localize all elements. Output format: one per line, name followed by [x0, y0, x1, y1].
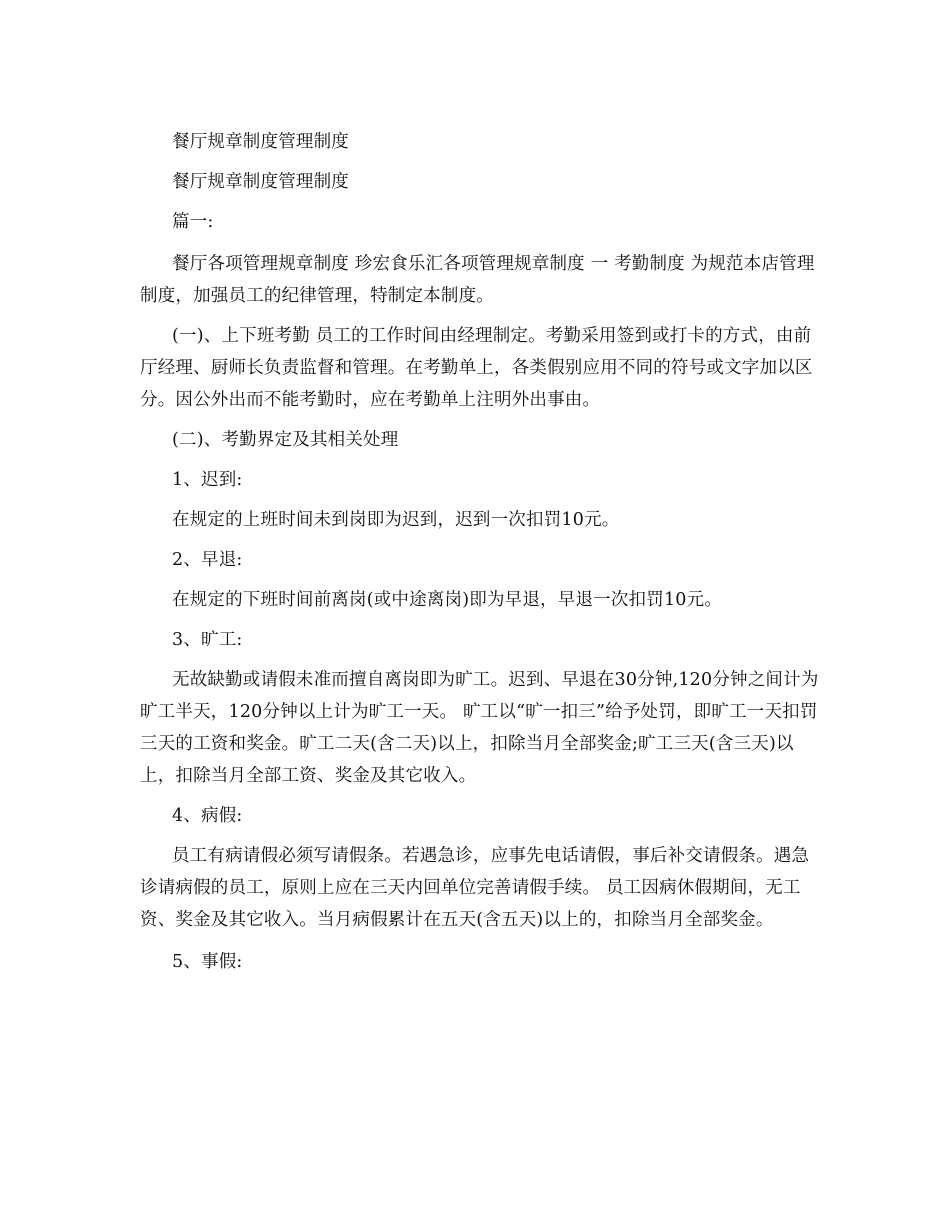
paragraph-sick-leave: 员工有病请假必须写请假条。若遇急诊，应事先电话请假，事后补交请假条。遇急诊请病假的员工，原则上应在三天内回单位完善请假手续。 员工因病休假期间，无工资、奖金及其它收入。当月病假累计在五天(含五天)以上的，扣除当月全部奖金。 — [140, 846, 810, 930]
item-heading-sick-leave: 4、病假: — [172, 806, 243, 826]
chapter-heading: 篇一: — [172, 212, 214, 232]
paragraph-late: 在规定的上班时间未到岗即为迟到，迟到一次扣罚10元。 — [172, 510, 620, 530]
section-heading-attendance-rules: (二)、考勤界定及其相关处理 — [172, 430, 399, 450]
paragraph-attendance: (一)、上下班考勤 员工的工作时间由经理制定。考勤采用签到或打卡的方式，由前厅经理、厨师长负责监督和管理。在考勤单上，各类假别应用不同的符号或文字加以区分。因公外出而不能考勤时，应在考勤单上注明外出事由。 — [140, 326, 813, 410]
paragraph-absence: 无故缺勤或请假未准而擅自离岗即为旷工。迟到、早退在30分钟,120分钟之间计为旷工半天，120分钟以上计为旷工一天。 旷工以“旷一扣三”给予处罚，即旷工一天扣罚三天的工资和奖金。旷工二天(含二天)以上，扣除当月全部奖金;旷工三天(含三天)以上，扣除当月全部工资、奖金及其它收入。 — [140, 670, 819, 786]
doc-subtitle: 餐厅规章制度管理制度 — [172, 172, 349, 192]
paragraph-intro: 餐厅各项管理规章制度 珍宏食乐汇各项管理规章制度 一 考勤制度 为规范本店管理制度，加强员工的纪律管理，特制定本制度。 — [140, 254, 815, 306]
paragraph-early-leave: 在规定的下班时间前离岗(或中途离岗)即为早退，早退一次扣罚10元。 — [172, 590, 723, 610]
item-heading-late: 1、迟到: — [172, 470, 243, 490]
document-body — [140, 126, 820, 978]
item-heading-absence: 3、旷工: — [172, 630, 243, 650]
item-heading-personal-leave: 5、事假: — [172, 952, 243, 972]
doc-title: 餐厅规章制度管理制度 — [172, 132, 349, 152]
item-heading-early-leave: 2、早退: — [172, 550, 243, 570]
